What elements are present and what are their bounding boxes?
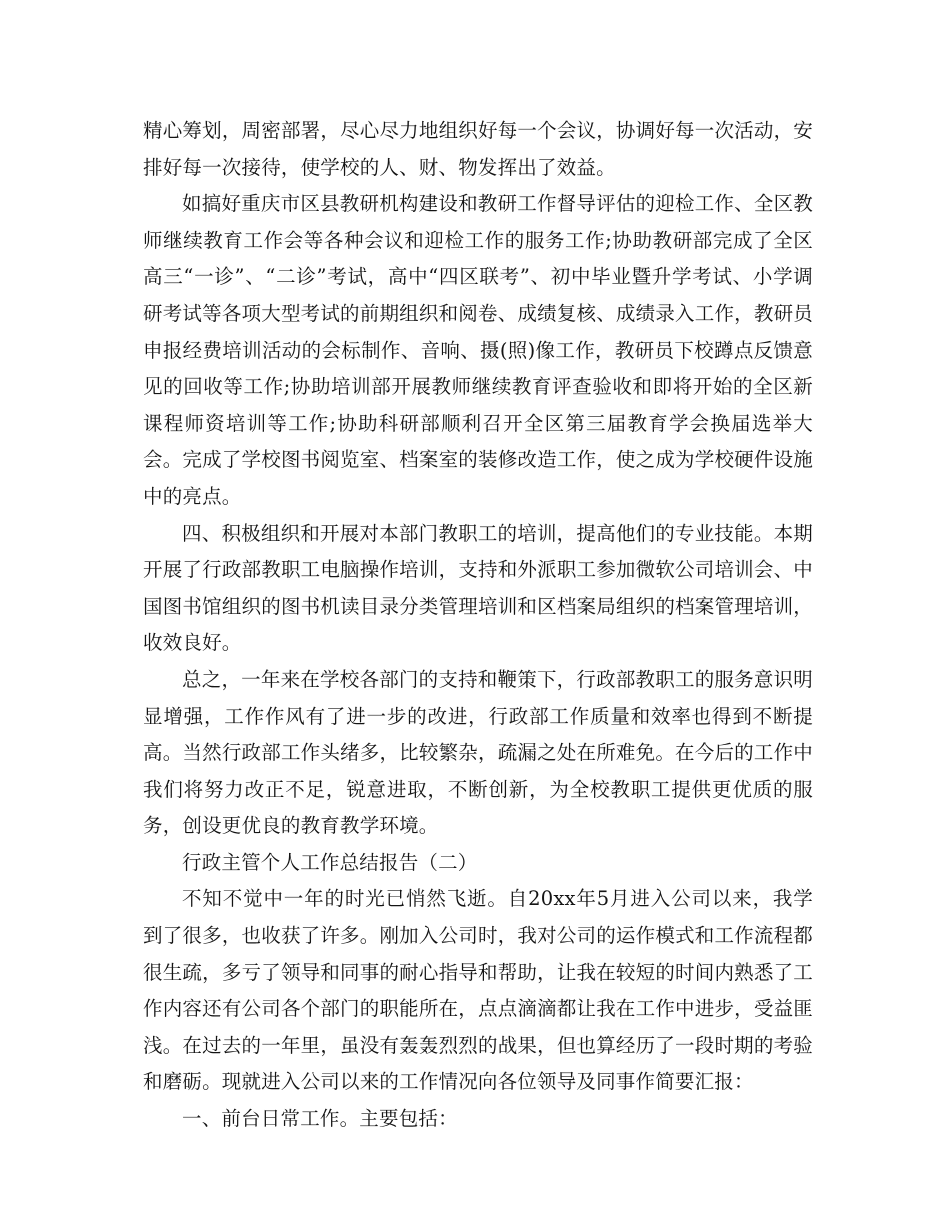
paragraph-continuation: 精心筹划，周密部署，尽心尽力地组织好每一个会议，协调好每一次活动，安排好每一次接待，使学校的人、财、物发挥出了效益。	[143, 119, 813, 179]
document-body	[143, 113, 813, 1138]
paragraph-summary: 总之，一年来在学校各部门的支持和鞭策下，行政部教职工的服务意识明显增强，工作作风有了进一步的改进，行政部工作质量和效率也得到不断提高。当然行政部工作头绪多，比较繁杂，疏漏之处在所难免。在今后的工作中我们将努力改正不足，锐意进取，不断创新，为全校教职工提供更优质的服务，创设更优良的教育教学环境。	[143, 667, 813, 838]
paragraph-front-desk: 一、前台日常工作。主要包括：	[182, 1107, 458, 1131]
paragraph-services: 如搞好重庆市区县教研机构建设和教研工作督导评估的迎检工作、全区教师继续教育工作会等各种会议和迎检工作的服务工作;协助教研部完成了全区高三“一诊”、“二诊”考试，高中“四区联考”、初中毕业暨升学考试、小学调研考试等各项大型考试的前期组织和阅卷、成绩复核、成绩录入工作，教研员申报经费培训活动的会标制作、音响、摄(照)像工作，教研员下校蹲点反馈意见的回收等工作;协助培训部开展教师继续教育评查验收和即将开始的全区新课程师资培训等工作;协助科研部顺利召开全区第三届教育学会换届选举大会。完成了学校图书阅览室、档案室的装修改造工作，使之成为学校硬件设施中的亮点。	[143, 192, 813, 508]
paragraph-intro: 不知不觉中一年的时光已悄然飞逝。自20xx年5月进入公司以来，我学到了很多，也收获了许多。刚加入公司时，我对公司的运作模式和工作流程都很生疏，多亏了领导和同事的耐心指导和帮助，让我在较短的时间内熟悉了工作内容还有公司各个部门的职能所在，点点滴滴都让我在工作中进步，受益匪浅。在过去的一年里，虽没有轰轰烈烈的战果，但也算经历了一段时期的考验和磨砺。现就进入公司以来的工作情况向各位领导及同事作简要汇报：	[143, 887, 813, 1094]
paragraph-training: 四、积极组织和开展对本部门教职工的培训，提高他们的专业技能。本期开展了行政部教职工电脑操作培训，支持和外派职工参加微软公司培训会、中国图书馆组织的图书机读目录分类管理培训和区档案局组织的档案管理培训，收效良好。	[143, 521, 813, 655]
section-heading: 行政主管个人工作总结报告（二）	[182, 850, 478, 874]
